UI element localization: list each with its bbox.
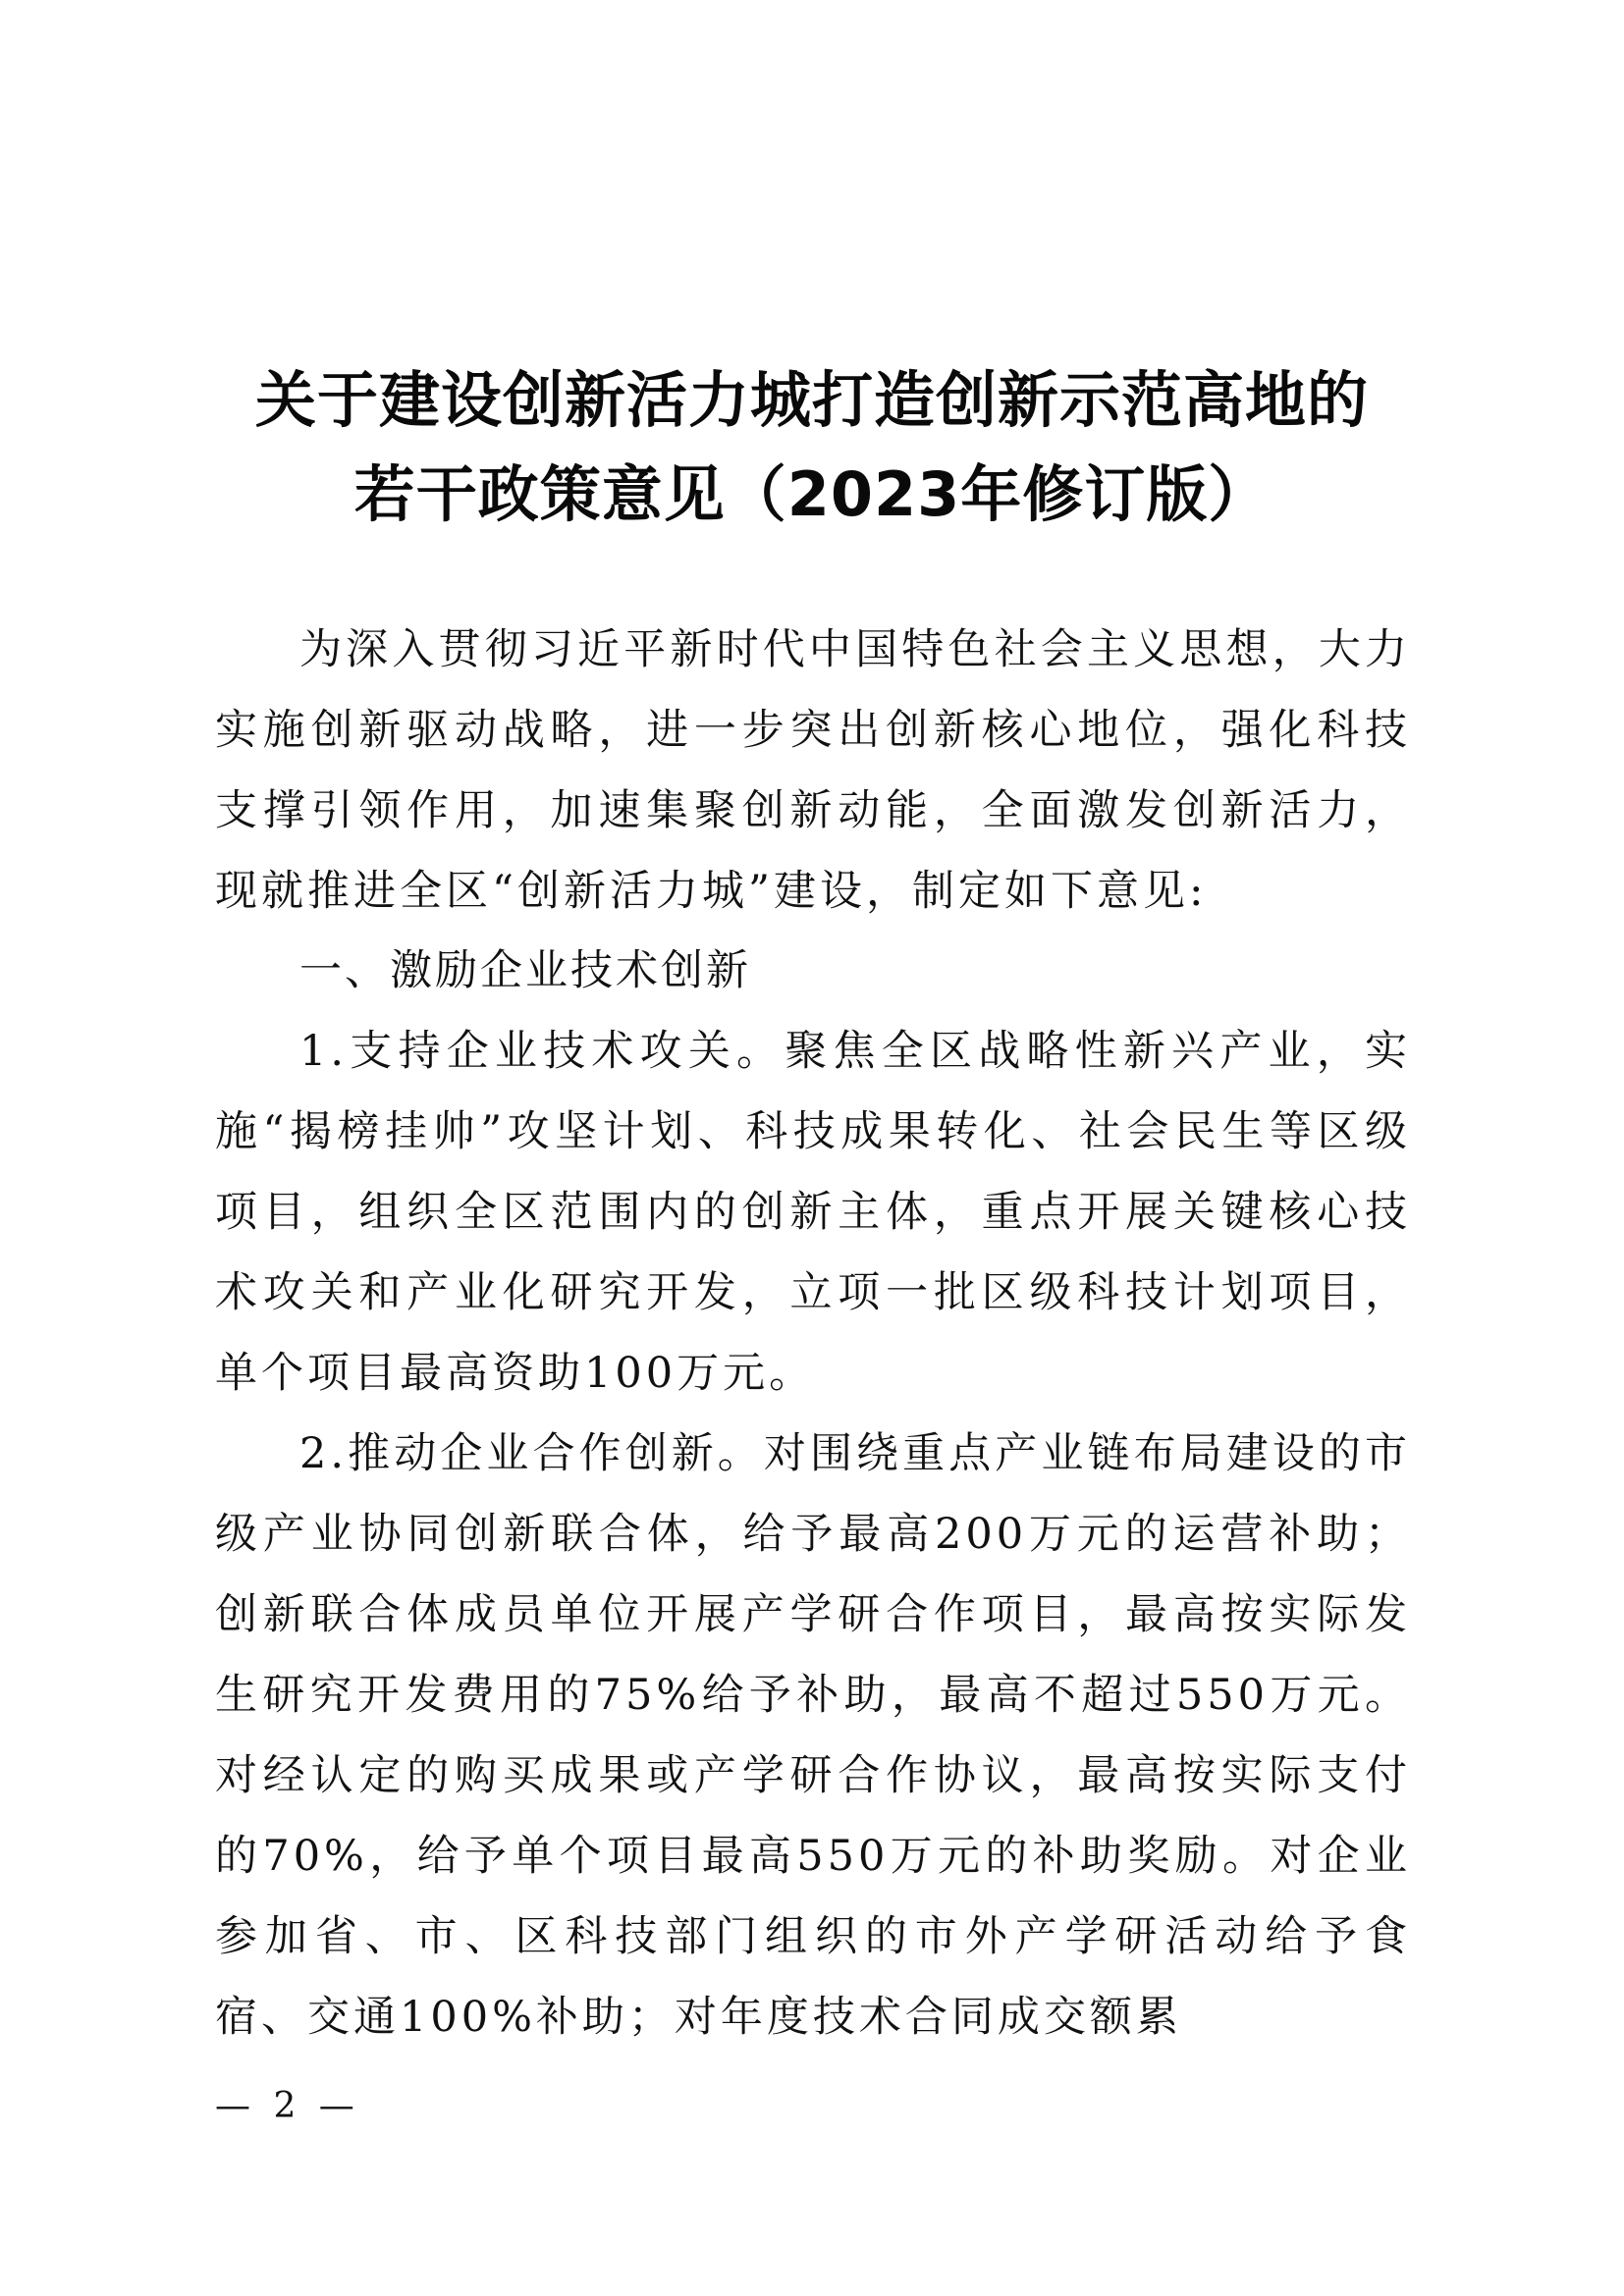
page-number: — 2 —: [215, 2086, 360, 2126]
policy-item-2-block: [215, 1414, 1411, 2057]
document-title-line-2: 若干政策意见（2023年修订版）: [353, 458, 1271, 530]
document-title-line-1: 关于建设创新活力城打造创新示范高地的: [254, 364, 1369, 436]
policy-item-2: 2.推动企业合作创新。对围绕重点产业链布局建设的市级产业协同创新联合体，给予最高200万元的运营补助；创新联合体成员单位开展产学研合作项目，最高按实际发生研究开发费用的75%给予补助，最高不超过550万元。对经认定的购买成果或产学研合作协议，最高按实际支付的70%，给予单个项目最高550万元的补助奖励。对企业参加省、市、区科技部门组织的市外产学研活动给予食宿、交通100%补助；对年度技术合同成交额累: [215, 1429, 1411, 2042]
intro-paragraph-block: [215, 610, 1411, 932]
section-heading: 一、激励企业技术创新: [299, 946, 751, 995]
policy-item-1-block: [215, 1011, 1411, 1414]
intro-paragraph: 为深入贯彻习近平新时代中国特色社会主义思想，大力实施创新驱动战略，进一步突出创新核心地位，强化科技支撑引领作用，加速集聚创新动能，全面激发创新活力，现就推进全区“创新活力城”建设，制定如下意见:: [215, 625, 1411, 916]
policy-item-1: 1.支持企业技术攻关。聚焦全区战略性新兴产业，实施“揭榜挂帅”攻坚计划、科技成果转化、社会民生等区级项目，组织全区范围内的创新主体，重点开展关键核心技术攻关和产业化研究开发，立项一批区级科技计划项目，单个项目最高资助100万元。: [215, 1027, 1411, 1398]
